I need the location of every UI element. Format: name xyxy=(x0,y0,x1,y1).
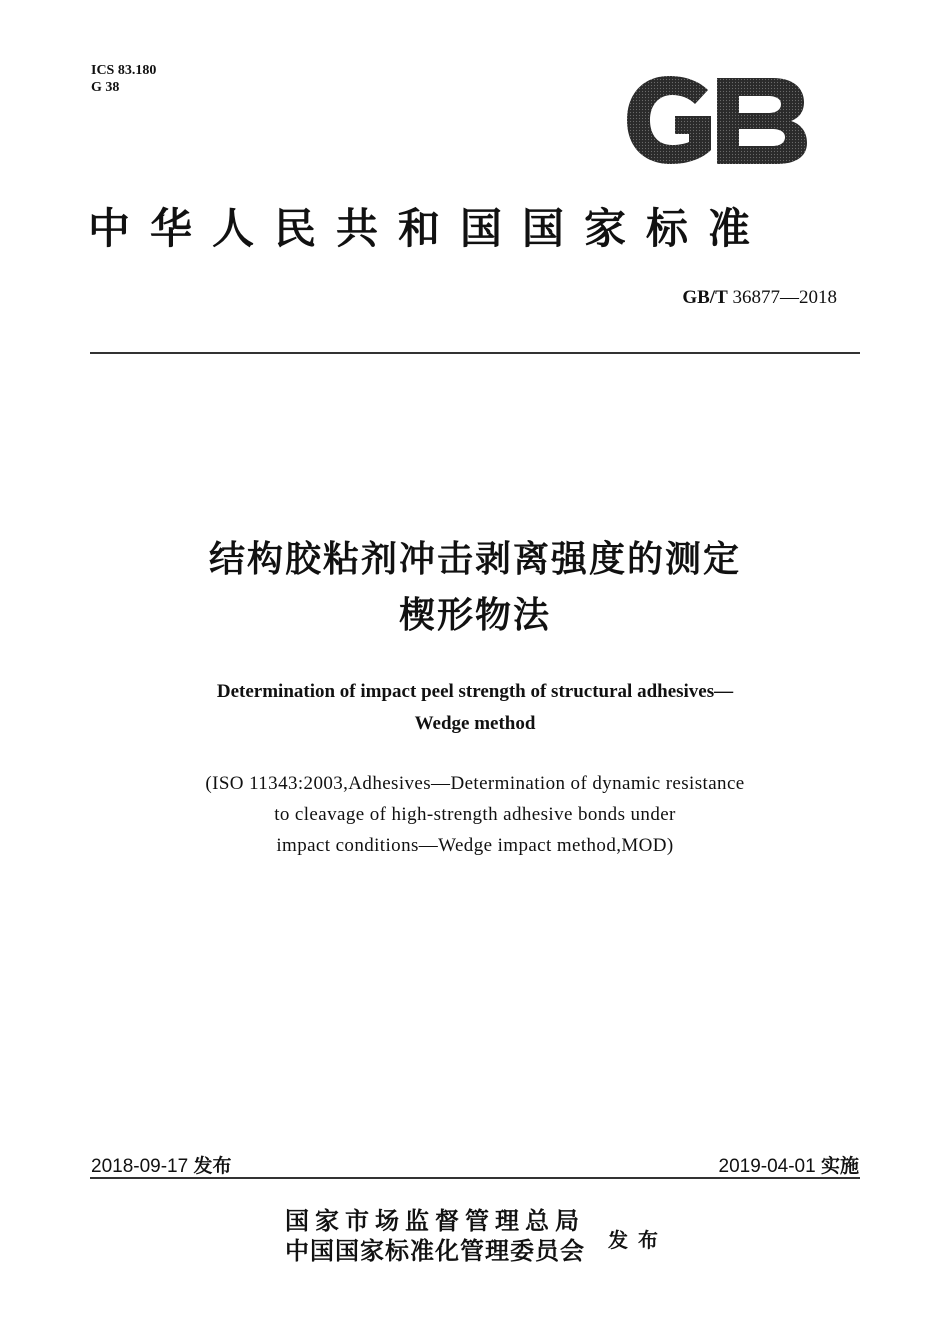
issue-label: 发布 xyxy=(193,1155,232,1177)
iso-reference xyxy=(0,768,950,861)
title-cn-line2: 楔形物法 xyxy=(398,595,551,636)
ics-code: ICS 83.180 xyxy=(91,63,157,78)
iso-line2: to cleavage of high-strength adhesive bonds under xyxy=(274,804,676,825)
logo-letter-b xyxy=(717,78,807,164)
issuer-line2: 中国国家标准化管理委员会 xyxy=(285,1236,585,1265)
issue-date: 2018-09-17 xyxy=(91,1156,189,1177)
effective-date: 2019-04-01 xyxy=(718,1156,816,1177)
standard-number xyxy=(682,287,837,309)
publish-label: 发布 xyxy=(608,1228,668,1252)
classification-block xyxy=(91,62,156,96)
national-standard-title: 中华人民共和国国家标准 xyxy=(88,204,771,253)
effective-date-block xyxy=(719,1151,860,1178)
iso-line3: impact conditions—Wedge impact method,MOD) xyxy=(276,835,674,856)
standard-code: 36877—2018 xyxy=(732,287,837,308)
title-en-line1: Determination of impact peel strength of structural adhesives— xyxy=(216,681,734,702)
header-divider xyxy=(90,352,860,354)
issuing-authorities xyxy=(285,1206,585,1266)
title-english xyxy=(0,676,950,740)
issue-date-block xyxy=(91,1151,232,1178)
title-cn-line1: 结构胶粘剂冲击剥离强度的测定 xyxy=(208,539,741,580)
class-code: G 38 xyxy=(91,80,120,95)
footer-divider xyxy=(90,1177,860,1179)
title-en-line2: Wedge method xyxy=(414,713,536,734)
effective-label: 实施 xyxy=(820,1155,859,1177)
title-chinese xyxy=(0,532,950,644)
logo-letter-g xyxy=(627,76,711,164)
issuer-line1: 国家市场监督管理总局 xyxy=(285,1206,585,1235)
gb-logo xyxy=(623,72,809,168)
iso-line1: (ISO 11343:2003,Adhesives—Determination of dynamic resistance xyxy=(205,773,745,794)
standard-prefix: GB/T xyxy=(682,287,728,308)
